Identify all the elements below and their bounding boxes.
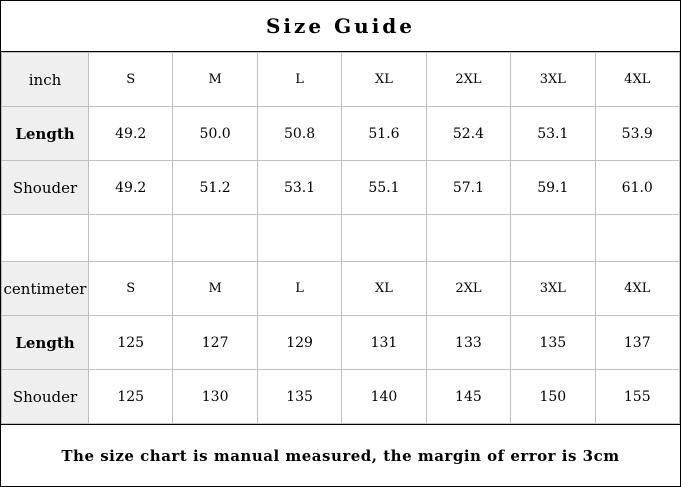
cell-length-cm-2xl: 133	[426, 316, 510, 370]
table-row-shouder-inch	[2, 161, 680, 215]
row-label-shouder-inch: Shouder	[2, 161, 89, 215]
cell-shouder-cm-s: 125	[89, 370, 173, 424]
cell-shouder-cm-xl: 140	[342, 370, 426, 424]
cell-shouder-inch-2xl: 57.1	[426, 161, 510, 215]
size-header-3xl-inch: 3XL	[511, 53, 595, 107]
cell-shouder-cm-3xl: 150	[511, 370, 595, 424]
spacer-cell-6	[426, 215, 510, 262]
cell-shouder-inch-s: 49.2	[89, 161, 173, 215]
spacer-cell-4	[257, 215, 341, 262]
cell-length-cm-xl: 131	[342, 316, 426, 370]
table-row-unit-inch	[2, 53, 680, 107]
cell-shouder-cm-2xl: 145	[426, 370, 510, 424]
cell-length-inch-l: 50.8	[257, 107, 341, 161]
cell-length-cm-l: 129	[257, 316, 341, 370]
size-header-m-inch: M	[173, 53, 257, 107]
cell-length-inch-xl: 51.6	[342, 107, 426, 161]
table-row-length-cm	[2, 316, 680, 370]
cell-shouder-cm-4xl: 155	[595, 370, 679, 424]
unit-label-inch: inch	[2, 53, 89, 107]
cell-shouder-cm-m: 130	[173, 370, 257, 424]
spacer-cell-8	[595, 215, 679, 262]
measurement-disclaimer: The size chart is manual measured, the margin of error is 3cm	[61, 446, 620, 465]
spacer-cell-2	[89, 215, 173, 262]
spacer-cell-1	[2, 215, 89, 262]
table-row-shouder-cm	[2, 370, 680, 424]
cell-shouder-cm-l: 135	[257, 370, 341, 424]
title-bar	[1, 1, 680, 52]
spacer-cell-3	[173, 215, 257, 262]
cell-shouder-inch-4xl: 61.0	[595, 161, 679, 215]
page-title: Size Guide	[265, 14, 415, 38]
cell-length-cm-4xl: 137	[595, 316, 679, 370]
table-row-spacer	[2, 215, 680, 262]
size-header-4xl-inch: 4XL	[595, 53, 679, 107]
size-header-2xl-inch: 2XL	[426, 53, 510, 107]
cell-length-inch-s: 49.2	[89, 107, 173, 161]
cell-length-inch-2xl: 52.4	[426, 107, 510, 161]
size-chart-table	[1, 52, 680, 424]
table-row-length-inch	[2, 107, 680, 161]
spacer-cell-5	[342, 215, 426, 262]
size-header-l-inch: L	[257, 53, 341, 107]
size-header-s-cm: S	[89, 262, 173, 316]
row-label-length-inch: Length	[2, 107, 89, 161]
cell-length-cm-s: 125	[89, 316, 173, 370]
footer-bar	[1, 424, 680, 486]
cell-shouder-inch-m: 51.2	[173, 161, 257, 215]
size-header-xl-inch: XL	[342, 53, 426, 107]
cell-length-inch-m: 50.0	[173, 107, 257, 161]
row-label-length-cm: Length	[2, 316, 89, 370]
size-header-4xl-cm: 4XL	[595, 262, 679, 316]
cell-shouder-inch-l: 53.1	[257, 161, 341, 215]
cell-shouder-inch-xl: 55.1	[342, 161, 426, 215]
unit-label-centimeter: centimeter	[2, 262, 89, 316]
cell-length-cm-3xl: 135	[511, 316, 595, 370]
cell-shouder-inch-3xl: 59.1	[511, 161, 595, 215]
size-header-l-cm: L	[257, 262, 341, 316]
cell-length-inch-3xl: 53.1	[511, 107, 595, 161]
size-header-s-inch: S	[89, 53, 173, 107]
cell-length-inch-4xl: 53.9	[595, 107, 679, 161]
cell-length-cm-m: 127	[173, 316, 257, 370]
size-header-xl-cm: XL	[342, 262, 426, 316]
table-row-unit-centimeter	[2, 262, 680, 316]
row-label-shouder-cm: Shouder	[2, 370, 89, 424]
spacer-cell-7	[511, 215, 595, 262]
size-header-m-cm: M	[173, 262, 257, 316]
size-header-2xl-cm: 2XL	[426, 262, 510, 316]
size-header-3xl-cm: 3XL	[511, 262, 595, 316]
